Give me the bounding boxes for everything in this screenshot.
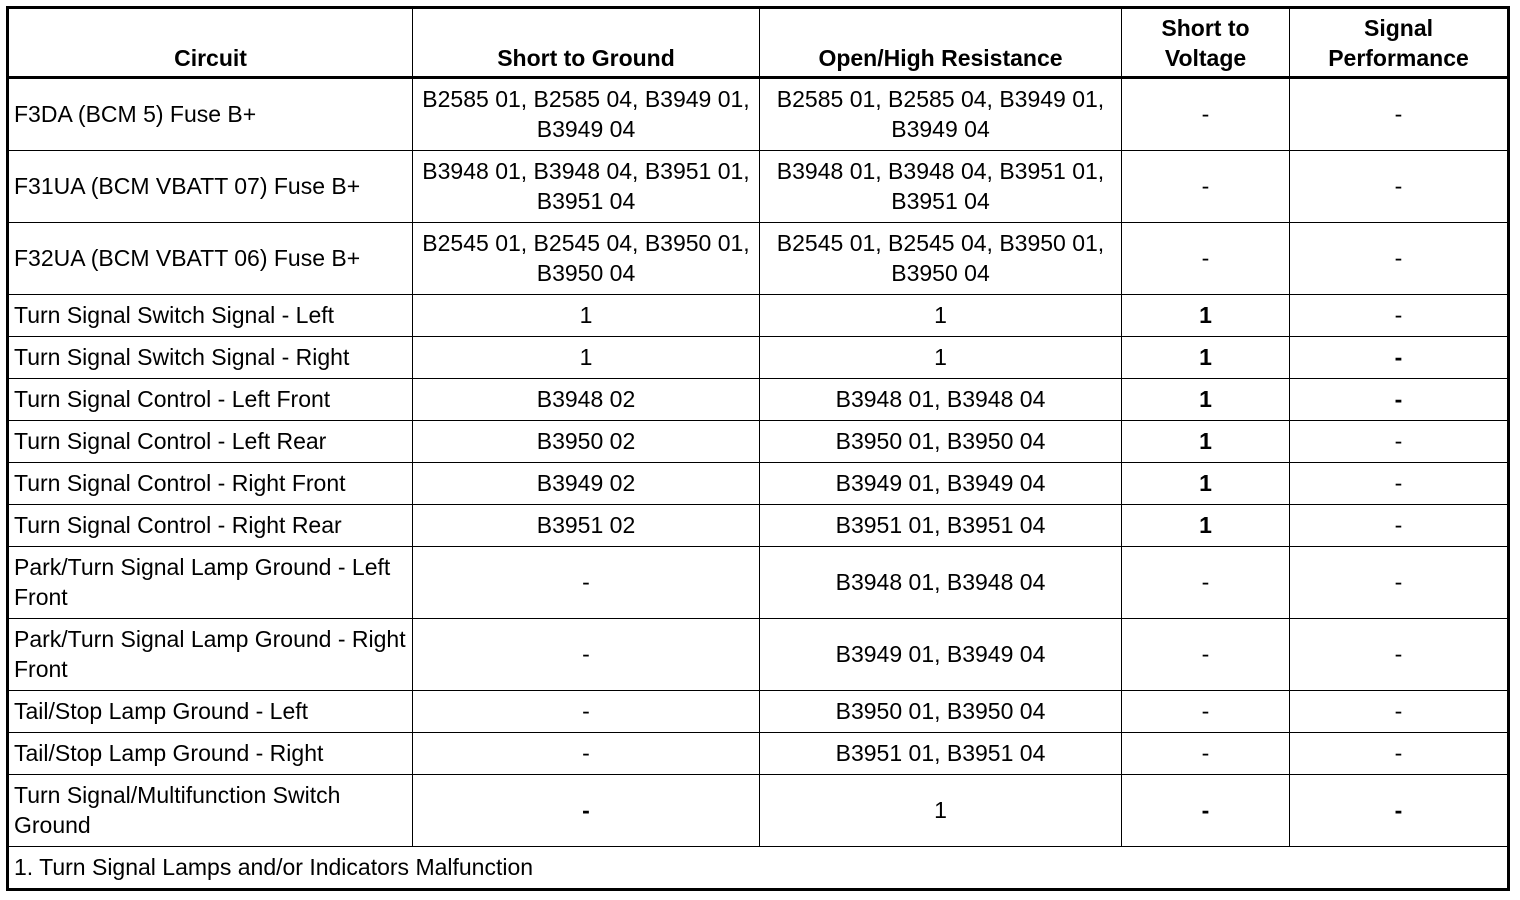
- short-to-ground-cell: B3948 02: [413, 379, 760, 421]
- signal-performance-cell: -: [1290, 691, 1509, 733]
- short-to-ground-cell: 1: [413, 337, 760, 379]
- short-to-ground-cell: B3951 02: [413, 505, 760, 547]
- signal-performance-cell: -: [1290, 775, 1509, 847]
- table-row: [8, 78, 1509, 151]
- circuit-cell: Turn Signal/Multifunction Switch Ground: [8, 775, 413, 847]
- short-to-voltage-cell: -: [1122, 151, 1290, 223]
- short-to-ground-cell: 1: [413, 295, 760, 337]
- short-to-ground-cell: B3950 02: [413, 421, 760, 463]
- signal-performance-cell: -: [1290, 337, 1509, 379]
- signal-performance-cell: -: [1290, 379, 1509, 421]
- open-high-resistance-cell: B3949 01, B3949 04: [760, 463, 1122, 505]
- header-short-to-voltage: Short to Voltage: [1122, 8, 1290, 78]
- table-row: [8, 775, 1509, 847]
- circuit-cell: Tail/Stop Lamp Ground - Right: [8, 733, 413, 775]
- open-high-resistance-cell: B2585 01, B2585 04, B3949 01, B3949 04: [760, 78, 1122, 151]
- open-high-resistance-cell: 1: [760, 295, 1122, 337]
- short-to-voltage-cell: -: [1122, 619, 1290, 691]
- short-to-ground-cell: -: [413, 619, 760, 691]
- header-circuit: Circuit: [8, 8, 413, 78]
- short-to-ground-cell: -: [413, 691, 760, 733]
- circuit-dtc-table: [6, 6, 1510, 891]
- table-row: [8, 619, 1509, 691]
- circuit-cell: Turn Signal Control - Right Rear: [8, 505, 413, 547]
- footnote: 1. Turn Signal Lamps and/or Indicators Malfunction: [8, 847, 1509, 890]
- short-to-ground-cell: B3949 02: [413, 463, 760, 505]
- short-to-ground-cell: B3948 01, B3948 04, B3951 01, B3951 04: [413, 151, 760, 223]
- short-to-voltage-cell: -: [1122, 547, 1290, 619]
- table-row: [8, 379, 1509, 421]
- short-to-ground-cell: -: [413, 733, 760, 775]
- table-row: [8, 463, 1509, 505]
- table-row: [8, 337, 1509, 379]
- header-short-to-ground: Short to Ground: [413, 8, 760, 78]
- open-high-resistance-cell: B3950 01, B3950 04: [760, 421, 1122, 463]
- open-high-resistance-cell: 1: [760, 337, 1122, 379]
- circuit-cell: F3DA (BCM 5) Fuse B+: [8, 78, 413, 151]
- short-to-ground-cell: -: [413, 547, 760, 619]
- table-footer: [8, 847, 1509, 890]
- signal-performance-cell: -: [1290, 421, 1509, 463]
- signal-performance-cell: -: [1290, 295, 1509, 337]
- signal-performance-cell: -: [1290, 223, 1509, 295]
- signal-performance-cell: -: [1290, 78, 1509, 151]
- header-row: [8, 8, 1509, 78]
- short-to-voltage-cell: 1: [1122, 337, 1290, 379]
- circuit-cell: Turn Signal Control - Left Front: [8, 379, 413, 421]
- header-signal-performance: Signal Performance: [1290, 8, 1509, 78]
- short-to-voltage-cell: 1: [1122, 463, 1290, 505]
- header-open-high-resistance: Open/High Resistance: [760, 8, 1122, 78]
- open-high-resistance-cell: B3948 01, B3948 04: [760, 547, 1122, 619]
- signal-performance-cell: -: [1290, 463, 1509, 505]
- table-row: [8, 151, 1509, 223]
- short-to-voltage-cell: 1: [1122, 421, 1290, 463]
- open-high-resistance-cell: B3948 01, B3948 04, B3951 01, B3951 04: [760, 151, 1122, 223]
- short-to-ground-cell: -: [413, 775, 760, 847]
- short-to-voltage-cell: 1: [1122, 505, 1290, 547]
- circuit-cell: F31UA (BCM VBATT 07) Fuse B+: [8, 151, 413, 223]
- short-to-voltage-cell: -: [1122, 691, 1290, 733]
- signal-performance-cell: -: [1290, 619, 1509, 691]
- circuit-cell: Tail/Stop Lamp Ground - Left: [8, 691, 413, 733]
- table-row: [8, 295, 1509, 337]
- open-high-resistance-cell: B3951 01, B3951 04: [760, 733, 1122, 775]
- open-high-resistance-cell: B3950 01, B3950 04: [760, 691, 1122, 733]
- circuit-cell: Park/Turn Signal Lamp Ground - Right Front: [8, 619, 413, 691]
- open-high-resistance-cell: 1: [760, 775, 1122, 847]
- short-to-ground-cell: B2545 01, B2545 04, B3950 01, B3950 04: [413, 223, 760, 295]
- short-to-ground-cell: B2585 01, B2585 04, B3949 01, B3949 04: [413, 78, 760, 151]
- circuit-cell: Turn Signal Switch Signal - Right: [8, 337, 413, 379]
- footnote-row: [8, 847, 1509, 890]
- short-to-voltage-cell: -: [1122, 775, 1290, 847]
- short-to-voltage-cell: -: [1122, 78, 1290, 151]
- table-row: [8, 505, 1509, 547]
- signal-performance-cell: -: [1290, 151, 1509, 223]
- table-row: [8, 733, 1509, 775]
- open-high-resistance-cell: B3949 01, B3949 04: [760, 619, 1122, 691]
- table-header: [8, 8, 1509, 78]
- signal-performance-cell: -: [1290, 505, 1509, 547]
- circuit-cell: Turn Signal Control - Right Front: [8, 463, 413, 505]
- table-body: [8, 78, 1509, 847]
- open-high-resistance-cell: B3948 01, B3948 04: [760, 379, 1122, 421]
- signal-performance-cell: -: [1290, 547, 1509, 619]
- open-high-resistance-cell: B2545 01, B2545 04, B3950 01, B3950 04: [760, 223, 1122, 295]
- circuit-cell: F32UA (BCM VBATT 06) Fuse B+: [8, 223, 413, 295]
- signal-performance-cell: -: [1290, 733, 1509, 775]
- circuit-cell: Turn Signal Control - Left Rear: [8, 421, 413, 463]
- table-row: [8, 421, 1509, 463]
- table-row: [8, 691, 1509, 733]
- short-to-voltage-cell: 1: [1122, 295, 1290, 337]
- table-row: [8, 547, 1509, 619]
- short-to-voltage-cell: -: [1122, 733, 1290, 775]
- table-row: [8, 223, 1509, 295]
- circuit-cell: Turn Signal Switch Signal - Left: [8, 295, 413, 337]
- short-to-voltage-cell: 1: [1122, 379, 1290, 421]
- short-to-voltage-cell: -: [1122, 223, 1290, 295]
- circuit-cell: Park/Turn Signal Lamp Ground - Left Front: [8, 547, 413, 619]
- open-high-resistance-cell: B3951 01, B3951 04: [760, 505, 1122, 547]
